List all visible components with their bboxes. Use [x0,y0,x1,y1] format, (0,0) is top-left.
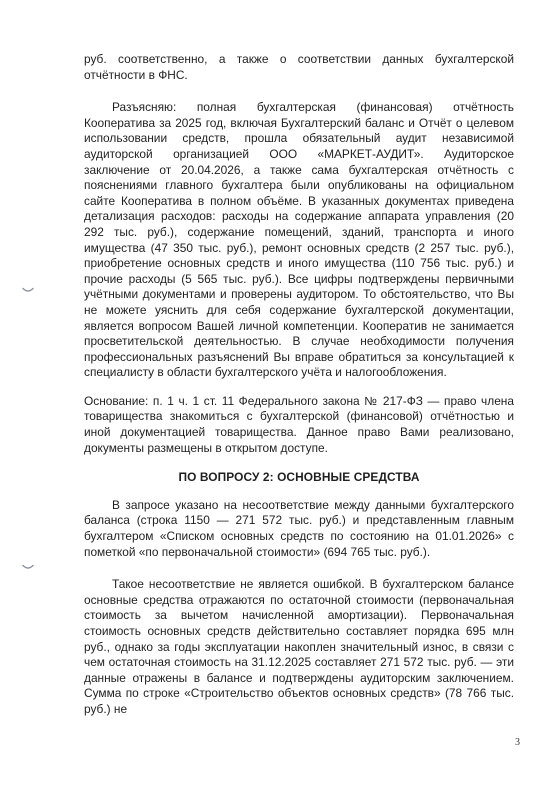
paragraph-answer: Такое несоответствие не является ошибкой. В бухгалтерском балансе основные средства отражаются по остаточной стоимости (первоначальная стоимость за вычетом начисленной амортизации). Первоначальная стоимость основных средств действительно составляет порядка 695 млн руб., однако за годы эксплуатации накоплен значительный износ, в связи с чем остаточная стоимость на 31.12.2025 составляет 271 572 тыс. руб. — эти данные отражены в балансе и подтверждены аудиторским заключением. Сумма по строке «Строительство объектов основных средств» (78 766 тыс. руб.) не [84,577,514,716]
paragraph-legal-basis: Основание: п. 1 ч. 1 ст. 11 Федерального закона № 217-ФЗ — право члена товарищества знакомиться с бухгалтерской (финансовой) отчётностью и иной документацией товарищества. Данное право Вами реализовано, документы размещены в открытом доступе. [84,393,514,455]
document-body [84,52,514,718]
page-number: 3 [515,737,520,748]
section-heading: ПО ВОПРОСУ 2: ОСНОВНЫЕ СРЕДСТВА [178,470,420,485]
binder-hole-mark-icon [22,564,34,571]
paragraph-continuation: руб. соответственно, а также о соответствии данных бухгалтерской отчётности в ФНС. [84,52,514,82]
binder-hole-mark-icon [22,287,34,294]
paragraph-request: В запросе указано на несоответствие между данными бухгалтерского баланса (строка 1150 — 271 572 тыс. руб.) и представленным главным бухгалтером «Списком основных средств по состоянию на 01.01.2026» с пометкой «по первоначальной стоимости» (694 765 тыс. руб.). [84,497,514,559]
paragraph-explanation: Разъясняю: полная бухгалтерская (финансовая) отчётность Кооператива за 2025 год, включая Бухгалтерский баланс и Отчёт о целевом использовании средств, прошла обязательный аудит независимой аудиторской организацией ООО «МАРКЕТ-АУДИТ». Аудиторское заключение от 20.04.2026, а также сама бухгалтерская отчётность с пояснениями главного бухгалтера были опубликованы на официальном сайте Кооператива в полном объёме. В указанных документах приведена детализация расходов: расходы на содержание аппарата управления (20 292 тыс. руб.), содержание помещений, зданий, транспорта и иного имущества (47 350 тыс. руб.), ремонт основных средств (2 257 тыс. руб.), приобретение основных средств и иного имущества (110 756 тыс. руб.) и прочие расходы (5 565 тыс. руб.). Все цифры подтверждены первичными учётными документами и проверены аудитором. То обстоятельство, что Вы не можете уяснить для себя содержание бухгалтерской документации, является вопросом Вашей личной компетенции. Кооператив не занимается просветительской деятельностью. В случае необходимости получения профессиональных разъяснений Вы вправе обратиться за консультацией к специалисту в области бухгалтерского учёта и налогообложения. [84,100,514,380]
